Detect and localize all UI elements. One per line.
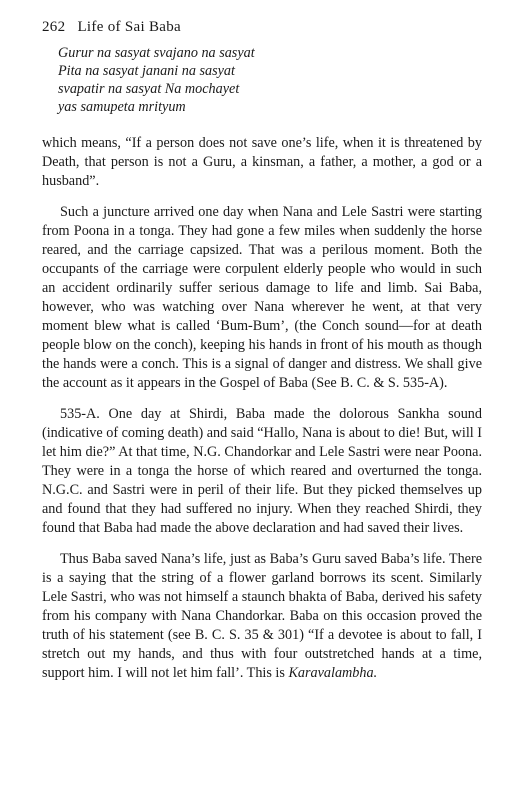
verse-line: yas samupeta mrityum [58,99,186,115]
paragraph-535a: 535-A. One day at Shirdi, Baba made the dolorous Sankha sound (indicative of coming death) and said “Hallo, Nana is about to die! But, will I let him die?” At that time, N.G. Chandorkar and Lele Sastri were near Poona. They were in a tonga the horse of which reared and overturned the tonga. N.G.C. and Sastri were in peril of their life. But they picked themselves up and found that they had suffered no injury. When they reached Shirdi, they found that Baba had made the above declaration and had saved their lives. [42,406,482,536]
running-title: Life of Sai Baba [77,19,181,35]
paragraph-conclusion [42,550,482,683]
paragraph-juncture: Such a juncture arrived one day when Nana and Lele Sastri were starting from Poona in a tonga. They had gone a few miles when suddenly the horse reared, and the carriage capsized. That was a perilous moment. Both the occupants of the carriage were corpulent elderly people who would in such an accident ordinarily suffer serious damage to life and limb. Sai Baba, however, who was watching over Nana wherever he went, at that very moment blew what is called ‘Bum-Bum’, (the Conch sound—for at death people blow on the conch), keeping his hands in front of his mouth as though the hands were a conch. This is a signal of danger and distress. We shall give the account as it appears in the Gospel of Baba (See B. C. & S. 535-A). [42,204,482,391]
conclusion-text: Thus Baba saved Nana’s life, just as Baba’s Guru saved Baba’s life. There is a saying that the string of a flower garland borrows its scent. Similarly Lele Sastri, who was not himself a staunch bhakta of Baba, derived his safety from his company with Nana Chandorkar. Baba on this occasion proved the truth of his statement (see B. C. S. 35 & 301) “If a devotee is about to fall, I stretch out my hands, and thus with four outstretched hands at a time, support him. I will not let him fall’. This is [42,551,482,681]
page-header [42,18,482,36]
sanskrit-verse [42,44,482,116]
karavalambha-term: Karavalambha. [288,665,378,681]
paragraph-meaning: which means, “If a person does not save one’s life, when it is threatened by Death, that person is not a Guru, a kinsman, a father, a mother, a god or a husband”. [42,135,482,189]
verse-line: Gurur na sasyat svajano na sasyat [58,45,255,61]
verse-line: Pita na sasyat janani na sasyat [58,63,235,79]
verse-line: svapatir na sasyat Na mochayet [58,81,240,97]
page-number: 262 [42,19,66,35]
